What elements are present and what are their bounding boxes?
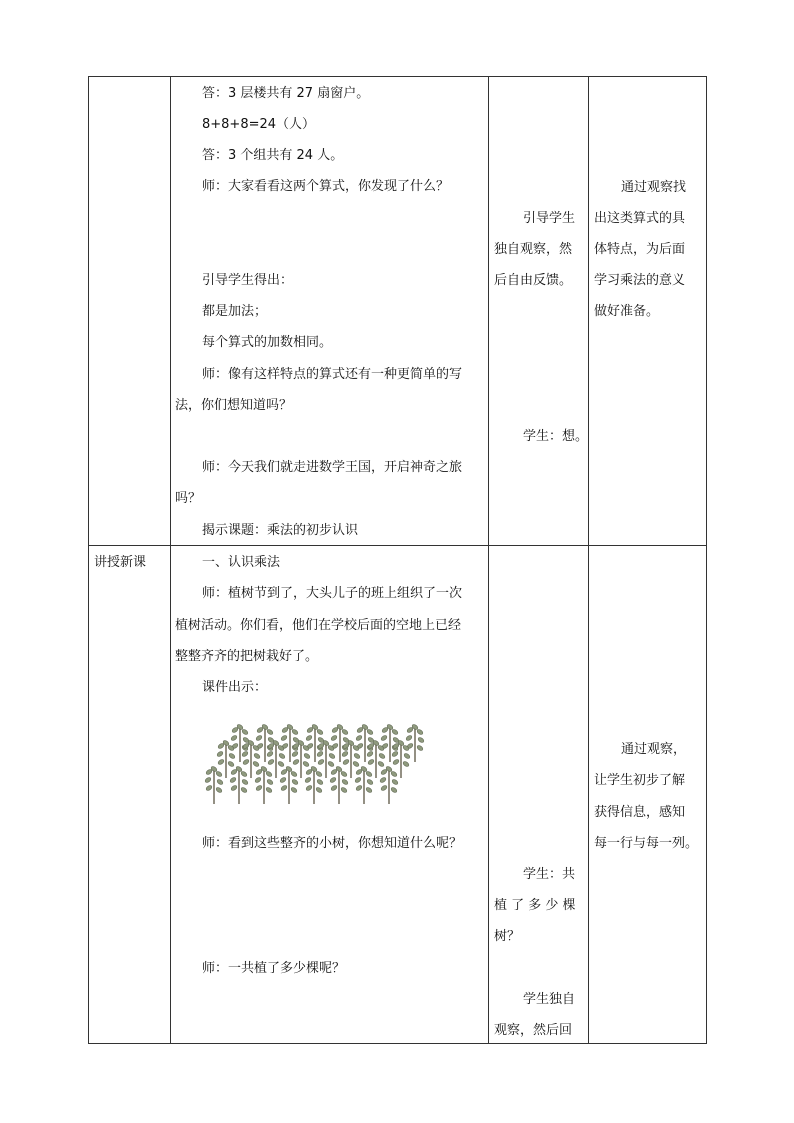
content-line: 植树活动。你们看，他们在学校后面的空地上已经: [175, 618, 462, 633]
student-activity-line: 观察，然后回: [494, 1023, 573, 1038]
content-line: 引导学生得出：: [202, 273, 294, 288]
tree-icon: [329, 766, 349, 804]
content-line: 课件出示：: [202, 680, 268, 695]
content-line: 师：植树节到了，大头儿子的班上组织了一次: [202, 586, 463, 601]
table-divider-3: [588, 76, 589, 1044]
design-intent-line: 让学生初步了解: [594, 773, 686, 788]
student-activity-line: 独自观察，然: [494, 242, 573, 257]
content-line: 一、认识乘法: [202, 555, 281, 570]
tree-icon: [354, 766, 374, 804]
table-row-divider: [88, 545, 707, 546]
content-line: 答：3 层楼共有 27 扇窗户。: [202, 86, 370, 101]
tree-icon: [204, 766, 224, 804]
content-line: 答：3 个组共有 24 人。: [202, 148, 344, 163]
content-line: 8+8+8=24（人）: [202, 117, 316, 132]
design-intent-line: 通过观察找: [621, 180, 687, 195]
content-line: 师：一共植了多少棵呢？: [202, 961, 346, 976]
table-border-bottom: [88, 1043, 707, 1044]
content-line: 吗？: [175, 491, 202, 506]
trees-illustration: [204, 716, 434, 810]
content-line: 师：大家看看这两个算式，你发现了什么？: [202, 179, 450, 194]
design-intent-line: 体特点，为后面: [594, 242, 686, 257]
design-intent-line: 获得信息，感知: [594, 805, 686, 820]
student-activity-line: 学生：想。: [523, 429, 589, 444]
content-line: 都是加法；: [202, 304, 268, 319]
student-activity-line: 学生独自: [523, 992, 576, 1007]
tree-icon: [304, 766, 324, 804]
content-line: 师：看到这些整齐的小树，你想知道什么呢？: [202, 836, 463, 851]
design-intent-line: 学习乘法的意义: [594, 273, 686, 288]
tree-icon: [229, 766, 249, 804]
design-intent-line: 通过观察，: [621, 742, 687, 757]
table-border-left: [88, 76, 89, 1044]
student-activity-line: 引导学生: [523, 211, 576, 226]
student-activity-line: 植 了 多 少 棵: [494, 898, 576, 913]
tree-icon: [379, 766, 399, 804]
design-intent-line: 每一行与每一列。: [594, 836, 699, 851]
content-line: 整整齐齐的把树栽好了。: [175, 649, 319, 664]
design-intent-line: 做好准备。: [594, 304, 660, 319]
content-line: 揭示课题：乘法的初步认识: [202, 523, 359, 538]
content-line: 法，你们想知道吗？: [175, 398, 293, 413]
design-intent-line: 出这类算式的具: [594, 211, 686, 226]
content-line: 每个算式的加数相同。: [202, 335, 333, 350]
student-activity-line: 树？: [494, 929, 521, 944]
content-line: 师：今天我们就走进数学王国，开启神奇之旅: [202, 460, 463, 475]
table-divider-2: [488, 76, 489, 1044]
student-activity-line: 后自由反馈。: [494, 273, 573, 288]
table-border-right: [706, 76, 707, 1044]
section-label: 讲授新课: [94, 555, 147, 570]
table-divider-1: [170, 76, 171, 1044]
table-border-top: [88, 76, 707, 77]
content-line: 师：像有这样特点的算式还有一种更简单的写: [202, 367, 463, 382]
student-activity-line: 学生：共: [523, 867, 576, 882]
tree-icon: [254, 766, 274, 804]
tree-icon: [279, 766, 299, 804]
